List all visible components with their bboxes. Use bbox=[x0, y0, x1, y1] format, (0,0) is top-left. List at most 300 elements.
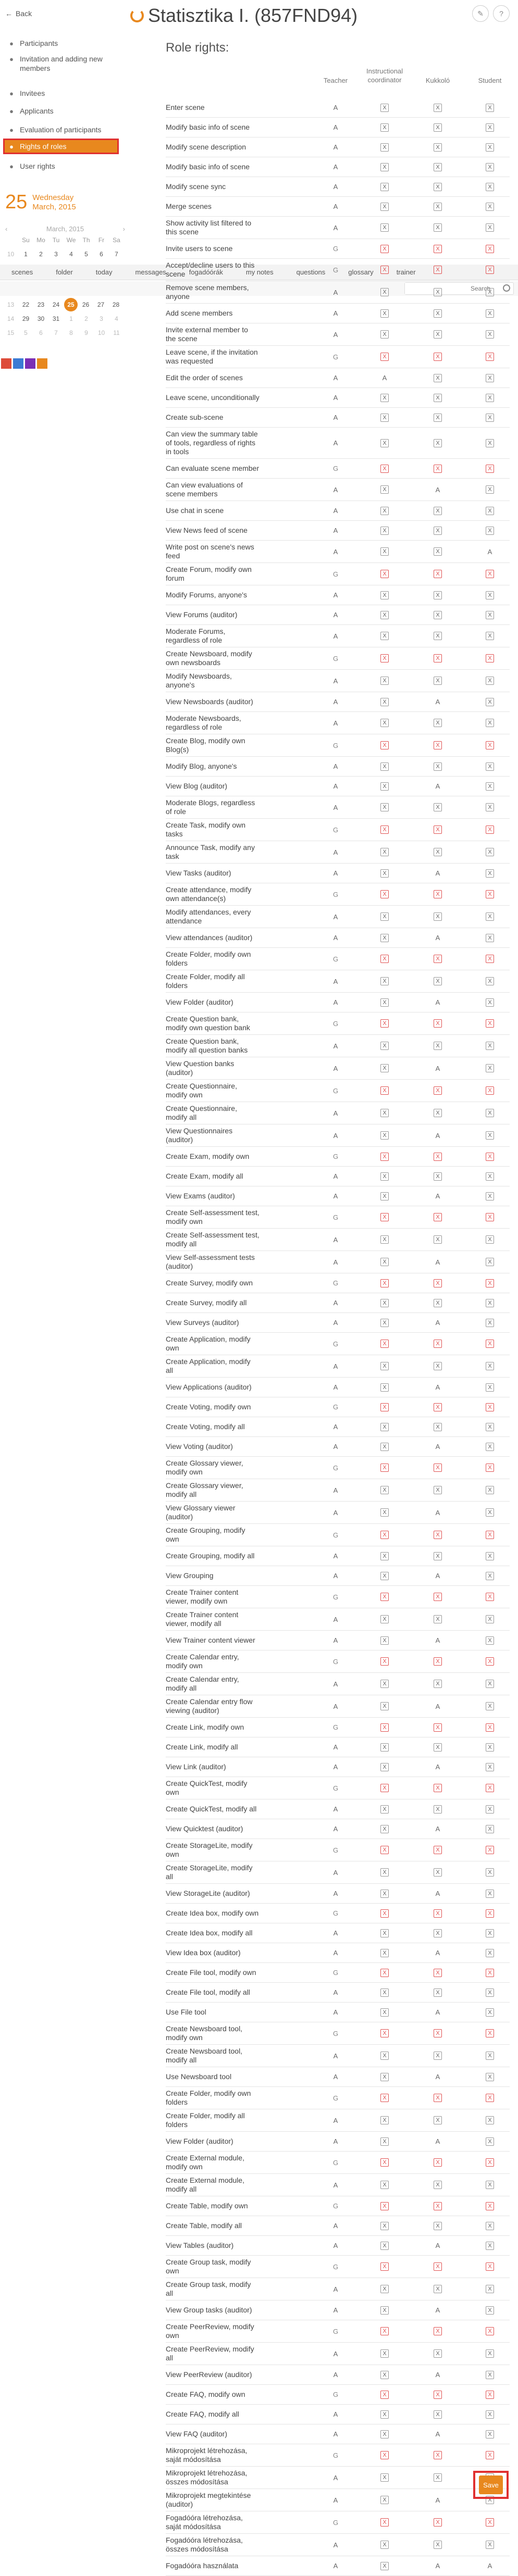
denied-cell[interactable]: X bbox=[486, 2158, 494, 2167]
denied-cell[interactable]: X bbox=[486, 2222, 494, 2230]
calendar-day[interactable]: 30 bbox=[37, 315, 45, 322]
denied-cell[interactable]: X bbox=[434, 1403, 442, 1411]
denied-cell[interactable]: X bbox=[486, 2137, 494, 2146]
allowed-cell[interactable]: A bbox=[333, 2073, 338, 2081]
allowed-cell[interactable]: A bbox=[333, 1319, 338, 1327]
denied-cell[interactable]: X bbox=[486, 163, 494, 171]
allowed-cell[interactable]: A bbox=[333, 2052, 338, 2060]
denied-cell[interactable]: X bbox=[380, 353, 389, 361]
denied-cell[interactable]: X bbox=[434, 2451, 442, 2459]
denied-cell[interactable]: X bbox=[434, 203, 442, 211]
allowed-cell[interactable]: A bbox=[435, 2008, 440, 2016]
denied-cell[interactable]: X bbox=[434, 1299, 442, 1307]
denied-cell[interactable]: X bbox=[486, 741, 494, 749]
mail-icon[interactable] bbox=[13, 358, 23, 369]
denied-cell[interactable]: X bbox=[380, 1486, 389, 1494]
denied-cell[interactable]: X bbox=[486, 591, 494, 599]
allowed-cell[interactable]: A bbox=[333, 2430, 338, 2438]
denied-cell[interactable]: X bbox=[434, 955, 442, 963]
denied-cell[interactable]: X bbox=[380, 2541, 389, 2549]
denied-cell[interactable]: X bbox=[434, 183, 442, 191]
denied-cell[interactable]: X bbox=[380, 934, 389, 942]
denied-cell[interactable]: X bbox=[434, 1086, 442, 1095]
denied-cell[interactable]: X bbox=[486, 1042, 494, 1050]
granted-cell[interactable]: G bbox=[332, 1019, 339, 1028]
calendar-day[interactable]: 7 bbox=[54, 329, 58, 336]
allowed-cell[interactable]: A bbox=[435, 1763, 440, 1771]
calendar-day[interactable]: 3 bbox=[100, 315, 103, 322]
denied-cell[interactable]: X bbox=[380, 591, 389, 599]
denied-cell[interactable]: X bbox=[434, 591, 442, 599]
allowed-cell[interactable]: A bbox=[435, 1443, 440, 1450]
denied-cell[interactable]: X bbox=[380, 1464, 389, 1472]
denied-cell[interactable]: X bbox=[434, 123, 442, 132]
denied-cell[interactable]: X bbox=[380, 439, 389, 447]
granted-cell[interactable]: G bbox=[332, 2391, 339, 2398]
denied-cell[interactable]: X bbox=[486, 2116, 494, 2124]
denied-cell[interactable]: X bbox=[380, 1279, 389, 1287]
allowed-cell[interactable]: A bbox=[435, 1131, 440, 1140]
denied-cell[interactable]: X bbox=[486, 1784, 494, 1792]
denied-cell[interactable]: X bbox=[434, 1868, 442, 1877]
denied-cell[interactable]: X bbox=[486, 1362, 494, 1370]
denied-cell[interactable]: X bbox=[434, 719, 442, 727]
denied-cell[interactable]: X bbox=[434, 2391, 442, 2399]
allowed-cell[interactable]: A bbox=[333, 1423, 338, 1431]
denied-cell[interactable]: X bbox=[434, 527, 442, 535]
denied-cell[interactable]: X bbox=[486, 183, 494, 191]
allowed-cell[interactable]: A bbox=[333, 1064, 338, 1072]
allowed-cell[interactable]: A bbox=[435, 782, 440, 790]
denied-cell[interactable]: X bbox=[380, 527, 389, 535]
allowed-cell[interactable]: A bbox=[333, 1235, 338, 1244]
allowed-cell[interactable]: A bbox=[435, 1572, 440, 1580]
denied-cell[interactable]: X bbox=[486, 353, 494, 361]
allowed-cell[interactable]: A bbox=[333, 1299, 338, 1307]
denied-cell[interactable]: X bbox=[486, 2371, 494, 2379]
denied-cell[interactable]: X bbox=[380, 1153, 389, 1161]
allowed-cell[interactable]: A bbox=[435, 2430, 440, 2438]
denied-cell[interactable]: X bbox=[486, 1949, 494, 1957]
denied-cell[interactable]: X bbox=[486, 439, 494, 447]
allowed-cell[interactable]: A bbox=[333, 330, 338, 339]
denied-cell[interactable]: X bbox=[486, 2029, 494, 2037]
denied-cell[interactable]: X bbox=[380, 1064, 389, 1072]
denied-cell[interactable]: X bbox=[434, 163, 442, 171]
denied-cell[interactable]: X bbox=[380, 245, 389, 253]
denied-cell[interactable]: X bbox=[434, 2052, 442, 2060]
allowed-cell[interactable]: A bbox=[333, 2306, 338, 2314]
denied-cell[interactable]: X bbox=[380, 2306, 389, 2315]
sidebar-item-user-rights[interactable] bbox=[4, 159, 118, 173]
allowed-cell[interactable]: A bbox=[333, 934, 338, 942]
denied-cell[interactable]: X bbox=[486, 123, 494, 132]
denied-cell[interactable]: X bbox=[380, 1763, 389, 1771]
allowed-cell[interactable]: A bbox=[435, 1636, 440, 1644]
denied-cell[interactable]: X bbox=[486, 1615, 494, 1623]
denied-cell[interactable]: X bbox=[486, 1552, 494, 1560]
sidebar-item-applicants[interactable] bbox=[4, 104, 118, 118]
denied-cell[interactable]: X bbox=[380, 1299, 389, 1307]
denied-cell[interactable]: X bbox=[486, 1258, 494, 1266]
allowed-cell[interactable]: A bbox=[333, 2137, 338, 2145]
allowed-cell[interactable]: A bbox=[333, 1508, 338, 1517]
denied-cell[interactable]: X bbox=[380, 1657, 389, 1666]
denied-cell[interactable]: X bbox=[434, 309, 442, 318]
tab-messages[interactable]: messages bbox=[135, 268, 166, 276]
denied-cell[interactable]: X bbox=[380, 1319, 389, 1327]
denied-cell[interactable]: X bbox=[486, 2451, 494, 2459]
calendar-day[interactable]: 28 bbox=[112, 301, 120, 308]
allowed-cell[interactable]: A bbox=[333, 1680, 338, 1688]
denied-cell[interactable]: X bbox=[380, 2181, 389, 2189]
denied-cell[interactable]: X bbox=[486, 1213, 494, 1221]
denied-cell[interactable]: X bbox=[380, 998, 389, 1007]
denied-cell[interactable]: X bbox=[380, 1340, 389, 1348]
denied-cell[interactable]: X bbox=[434, 1969, 442, 1977]
denied-cell[interactable]: X bbox=[434, 1423, 442, 1431]
denied-cell[interactable]: X bbox=[434, 632, 442, 640]
denied-cell[interactable]: X bbox=[486, 677, 494, 685]
calendar-day[interactable]: 4 bbox=[115, 315, 118, 322]
denied-cell[interactable]: X bbox=[486, 1846, 494, 1854]
denied-cell[interactable]: X bbox=[486, 2430, 494, 2439]
allowed-cell[interactable]: A bbox=[435, 698, 440, 706]
denied-cell[interactable]: X bbox=[380, 977, 389, 985]
denied-cell[interactable]: X bbox=[486, 2052, 494, 2060]
denied-cell[interactable]: X bbox=[434, 223, 442, 232]
allowed-cell[interactable]: A bbox=[333, 2496, 338, 2504]
denied-cell[interactable]: X bbox=[486, 782, 494, 791]
denied-cell[interactable]: X bbox=[380, 507, 389, 515]
denied-cell[interactable]: X bbox=[380, 654, 389, 662]
denied-cell[interactable]: X bbox=[380, 266, 389, 274]
denied-cell[interactable]: X bbox=[486, 1531, 494, 1539]
sidebar-item-participants[interactable] bbox=[4, 36, 118, 50]
denied-cell[interactable]: X bbox=[486, 803, 494, 811]
denied-cell[interactable]: X bbox=[434, 288, 442, 296]
denied-cell[interactable]: X bbox=[486, 1443, 494, 1451]
granted-cell[interactable]: G bbox=[332, 465, 339, 472]
denied-cell[interactable]: X bbox=[486, 977, 494, 985]
allowed-cell[interactable]: A bbox=[435, 1949, 440, 1957]
denied-cell[interactable]: X bbox=[486, 1680, 494, 1688]
denied-cell[interactable]: X bbox=[434, 2285, 442, 2293]
denied-cell[interactable]: X bbox=[380, 1172, 389, 1181]
granted-cell[interactable]: G bbox=[332, 2451, 339, 2459]
granted-cell[interactable]: G bbox=[332, 1340, 339, 1348]
denied-cell[interactable]: X bbox=[486, 1319, 494, 1327]
denied-cell[interactable]: X bbox=[380, 2285, 389, 2293]
denied-cell[interactable]: X bbox=[486, 143, 494, 152]
denied-cell[interactable]: X bbox=[434, 1042, 442, 1050]
allowed-cell[interactable]: A bbox=[333, 1743, 338, 1751]
sidebar-item-evaluation-of-participants[interactable] bbox=[4, 123, 118, 136]
denied-cell[interactable]: X bbox=[486, 2242, 494, 2250]
allowed-cell[interactable]: A bbox=[333, 183, 338, 191]
denied-cell[interactable]: X bbox=[434, 570, 442, 578]
allowed-cell[interactable]: A bbox=[333, 782, 338, 790]
allowed-cell[interactable]: A bbox=[333, 1258, 338, 1266]
denied-cell[interactable]: X bbox=[486, 394, 494, 402]
denied-cell[interactable]: X bbox=[434, 2349, 442, 2358]
allowed-cell[interactable]: A bbox=[333, 848, 338, 856]
denied-cell[interactable]: X bbox=[486, 1989, 494, 1997]
allowed-cell[interactable]: A bbox=[333, 698, 338, 706]
denied-cell[interactable]: X bbox=[486, 1805, 494, 1814]
allowed-cell[interactable]: A bbox=[333, 2008, 338, 2016]
denied-cell[interactable]: X bbox=[486, 1131, 494, 1140]
calendar-day[interactable]: 5 bbox=[24, 329, 28, 336]
granted-cell[interactable]: G bbox=[332, 245, 339, 253]
denied-cell[interactable]: X bbox=[486, 1235, 494, 1244]
denied-cell[interactable]: X bbox=[434, 1153, 442, 1161]
granted-cell[interactable]: G bbox=[332, 955, 339, 963]
allowed-cell[interactable]: A bbox=[435, 1825, 440, 1833]
denied-cell[interactable]: X bbox=[486, 1969, 494, 1977]
calendar-day[interactable]: 7 bbox=[115, 251, 118, 258]
denied-cell[interactable]: X bbox=[380, 1723, 389, 1732]
granted-cell[interactable]: G bbox=[332, 2029, 339, 2037]
allowed-cell[interactable]: A bbox=[333, 1929, 338, 1937]
edit-icon[interactable]: ✎ bbox=[472, 5, 489, 22]
allowed-cell[interactable]: A bbox=[333, 1109, 338, 1117]
denied-cell[interactable]: X bbox=[434, 1784, 442, 1792]
denied-cell[interactable]: X bbox=[380, 123, 389, 132]
denied-cell[interactable]: X bbox=[380, 1593, 389, 1601]
calendar-day[interactable]: 25 bbox=[64, 298, 78, 311]
denied-cell[interactable]: X bbox=[380, 485, 389, 494]
denied-cell[interactable]: X bbox=[434, 1909, 442, 1918]
denied-cell[interactable]: X bbox=[380, 719, 389, 727]
denied-cell[interactable]: X bbox=[380, 611, 389, 619]
denied-cell[interactable]: X bbox=[380, 203, 389, 211]
denied-cell[interactable]: X bbox=[434, 977, 442, 985]
denied-cell[interactable]: X bbox=[434, 1593, 442, 1601]
calendar-day[interactable]: 31 bbox=[52, 315, 60, 322]
denied-cell[interactable]: X bbox=[380, 570, 389, 578]
denied-cell[interactable]: X bbox=[434, 1657, 442, 1666]
denied-cell[interactable]: X bbox=[380, 1531, 389, 1539]
denied-cell[interactable]: X bbox=[380, 741, 389, 749]
denied-cell[interactable]: X bbox=[380, 2327, 389, 2335]
denied-cell[interactable]: X bbox=[486, 826, 494, 834]
allowed-cell[interactable]: A bbox=[435, 485, 440, 494]
denied-cell[interactable]: X bbox=[486, 2181, 494, 2189]
allowed-cell[interactable]: A bbox=[333, 1890, 338, 1897]
denied-cell[interactable]: X bbox=[380, 1192, 389, 1201]
denied-cell[interactable]: X bbox=[434, 1464, 442, 1472]
allowed-cell[interactable]: A bbox=[435, 2371, 440, 2379]
denied-cell[interactable]: X bbox=[380, 1989, 389, 1997]
denied-cell[interactable]: X bbox=[486, 309, 494, 318]
denied-cell[interactable]: X bbox=[486, 2518, 494, 2527]
allowed-cell[interactable]: A bbox=[333, 1443, 338, 1450]
allowed-cell[interactable]: A bbox=[333, 1362, 338, 1370]
denied-cell[interactable]: X bbox=[380, 309, 389, 318]
denied-cell[interactable]: X bbox=[434, 1531, 442, 1539]
granted-cell[interactable]: G bbox=[332, 1213, 339, 1221]
calendar-day[interactable]: 10 bbox=[97, 329, 105, 336]
denied-cell[interactable]: X bbox=[434, 465, 442, 473]
denied-cell[interactable]: X bbox=[486, 1464, 494, 1472]
denied-cell[interactable]: X bbox=[486, 632, 494, 640]
granted-cell[interactable]: G bbox=[332, 741, 339, 749]
denied-cell[interactable]: X bbox=[380, 1443, 389, 1451]
denied-cell[interactable]: X bbox=[380, 698, 389, 706]
denied-cell[interactable]: X bbox=[486, 1279, 494, 1287]
yahoo-icon[interactable] bbox=[25, 358, 35, 369]
allowed-cell[interactable]: A bbox=[333, 2222, 338, 2230]
denied-cell[interactable]: X bbox=[486, 1508, 494, 1517]
denied-cell[interactable]: X bbox=[486, 1423, 494, 1431]
allowed-cell[interactable]: A bbox=[333, 977, 338, 985]
denied-cell[interactable]: X bbox=[380, 1403, 389, 1411]
tab-my-notes[interactable]: my notes bbox=[245, 268, 274, 276]
denied-cell[interactable]: X bbox=[486, 288, 494, 296]
denied-cell[interactable]: X bbox=[434, 762, 442, 771]
granted-cell[interactable]: G bbox=[332, 570, 339, 578]
denied-cell[interactable]: X bbox=[434, 741, 442, 749]
allowed-cell[interactable]: A bbox=[333, 2410, 338, 2418]
granted-cell[interactable]: G bbox=[332, 2158, 339, 2167]
denied-cell[interactable]: X bbox=[434, 330, 442, 339]
allowed-cell[interactable]: A bbox=[333, 912, 338, 921]
allowed-cell[interactable]: A bbox=[333, 1868, 338, 1877]
allowed-cell[interactable]: A bbox=[333, 2562, 338, 2570]
denied-cell[interactable]: X bbox=[434, 890, 442, 898]
denied-cell[interactable]: X bbox=[434, 2222, 442, 2230]
denied-cell[interactable]: X bbox=[434, 439, 442, 447]
denied-cell[interactable]: X bbox=[380, 1949, 389, 1957]
denied-cell[interactable]: X bbox=[380, 163, 389, 171]
denied-cell[interactable]: X bbox=[434, 826, 442, 834]
denied-cell[interactable]: X bbox=[486, 2541, 494, 2549]
allowed-cell[interactable]: A bbox=[333, 2349, 338, 2358]
denied-cell[interactable]: X bbox=[380, 2137, 389, 2146]
calendar-day[interactable]: 27 bbox=[97, 301, 105, 308]
denied-cell[interactable]: X bbox=[486, 698, 494, 706]
denied-cell[interactable]: X bbox=[434, 1235, 442, 1244]
calendar-day[interactable]: 26 bbox=[82, 301, 90, 308]
denied-cell[interactable]: X bbox=[486, 2202, 494, 2210]
denied-cell[interactable]: X bbox=[486, 1192, 494, 1201]
denied-cell[interactable]: X bbox=[434, 245, 442, 253]
allowed-cell[interactable]: A bbox=[333, 2541, 338, 2549]
allowed-cell[interactable]: A bbox=[435, 1702, 440, 1710]
calendar-day[interactable]: 3 bbox=[54, 251, 58, 258]
denied-cell[interactable]: X bbox=[380, 2349, 389, 2358]
denied-cell[interactable]: X bbox=[380, 803, 389, 811]
denied-cell[interactable]: X bbox=[434, 1743, 442, 1752]
allowed-cell[interactable]: A bbox=[487, 547, 492, 556]
calendar-prev-button[interactable]: ‹ bbox=[5, 225, 8, 233]
calendar-day[interactable]: 8 bbox=[69, 329, 73, 336]
denied-cell[interactable]: X bbox=[486, 2349, 494, 2358]
denied-cell[interactable]: X bbox=[486, 1825, 494, 1833]
denied-cell[interactable]: X bbox=[486, 2306, 494, 2315]
denied-cell[interactable]: X bbox=[380, 1508, 389, 1517]
denied-cell[interactable]: X bbox=[486, 719, 494, 727]
allowed-cell[interactable]: A bbox=[382, 374, 387, 382]
denied-cell[interactable]: X bbox=[486, 762, 494, 771]
allowed-cell[interactable]: A bbox=[333, 414, 338, 421]
allowed-cell[interactable]: A bbox=[333, 1825, 338, 1833]
allowed-cell[interactable]: A bbox=[333, 1989, 338, 1996]
allowed-cell[interactable]: A bbox=[435, 2073, 440, 2081]
save-button[interactable]: Save bbox=[479, 2475, 503, 2494]
allowed-cell[interactable]: A bbox=[333, 547, 338, 556]
granted-cell[interactable]: G bbox=[332, 890, 339, 898]
granted-cell[interactable]: G bbox=[332, 1657, 339, 1666]
denied-cell[interactable]: X bbox=[380, 1383, 389, 1392]
denied-cell[interactable]: X bbox=[380, 2391, 389, 2399]
denied-cell[interactable]: X bbox=[380, 1890, 389, 1898]
denied-cell[interactable]: X bbox=[486, 955, 494, 963]
allowed-cell[interactable]: A bbox=[333, 1702, 338, 1710]
denied-cell[interactable]: X bbox=[486, 485, 494, 494]
denied-cell[interactable]: X bbox=[380, 782, 389, 791]
denied-cell[interactable]: X bbox=[380, 1846, 389, 1854]
denied-cell[interactable]: X bbox=[434, 677, 442, 685]
denied-cell[interactable]: X bbox=[434, 2094, 442, 2102]
denied-cell[interactable]: X bbox=[486, 934, 494, 942]
denied-cell[interactable]: X bbox=[380, 1909, 389, 1918]
denied-cell[interactable]: X bbox=[486, 1636, 494, 1645]
denied-cell[interactable]: X bbox=[380, 2008, 389, 2017]
denied-cell[interactable]: X bbox=[486, 1657, 494, 1666]
tab-folder[interactable]: folder bbox=[56, 268, 73, 276]
calendar-day[interactable]: 11 bbox=[113, 329, 120, 336]
denied-cell[interactable]: X bbox=[380, 1615, 389, 1623]
denied-cell[interactable]: X bbox=[434, 1615, 442, 1623]
denied-cell[interactable]: X bbox=[380, 1109, 389, 1117]
denied-cell[interactable]: X bbox=[486, 245, 494, 253]
denied-cell[interactable]: X bbox=[434, 547, 442, 556]
denied-cell[interactable]: X bbox=[380, 330, 389, 339]
sidebar-item-rights-of-roles[interactable] bbox=[4, 140, 118, 153]
denied-cell[interactable]: X bbox=[380, 2073, 389, 2081]
denied-cell[interactable]: X bbox=[486, 869, 494, 878]
denied-cell[interactable]: X bbox=[380, 394, 389, 402]
denied-cell[interactable]: X bbox=[380, 143, 389, 152]
allowed-cell[interactable]: A bbox=[333, 803, 338, 811]
denied-cell[interactable]: X bbox=[434, 353, 442, 361]
denied-cell[interactable]: X bbox=[380, 2430, 389, 2439]
denied-cell[interactable]: X bbox=[486, 1403, 494, 1411]
denied-cell[interactable]: X bbox=[380, 2562, 389, 2570]
denied-cell[interactable]: X bbox=[434, 2158, 442, 2167]
denied-cell[interactable]: X bbox=[434, 848, 442, 856]
denied-cell[interactable]: X bbox=[434, 266, 442, 274]
denied-cell[interactable]: X bbox=[486, 1340, 494, 1348]
granted-cell[interactable]: G bbox=[332, 353, 339, 361]
denied-cell[interactable]: X bbox=[486, 1172, 494, 1181]
allowed-cell[interactable]: A bbox=[333, 611, 338, 619]
denied-cell[interactable]: X bbox=[486, 848, 494, 856]
denied-cell[interactable]: X bbox=[486, 1743, 494, 1752]
granted-cell[interactable]: G bbox=[332, 2094, 339, 2102]
denied-cell[interactable]: X bbox=[486, 611, 494, 619]
denied-cell[interactable]: X bbox=[486, 2410, 494, 2419]
allowed-cell[interactable]: A bbox=[333, 719, 338, 727]
denied-cell[interactable]: X bbox=[380, 104, 389, 112]
denied-cell[interactable]: X bbox=[380, 1702, 389, 1710]
granted-cell[interactable]: G bbox=[332, 1403, 339, 1411]
denied-cell[interactable]: X bbox=[434, 1213, 442, 1221]
denied-cell[interactable]: X bbox=[486, 330, 494, 339]
denied-cell[interactable]: X bbox=[434, 1680, 442, 1688]
